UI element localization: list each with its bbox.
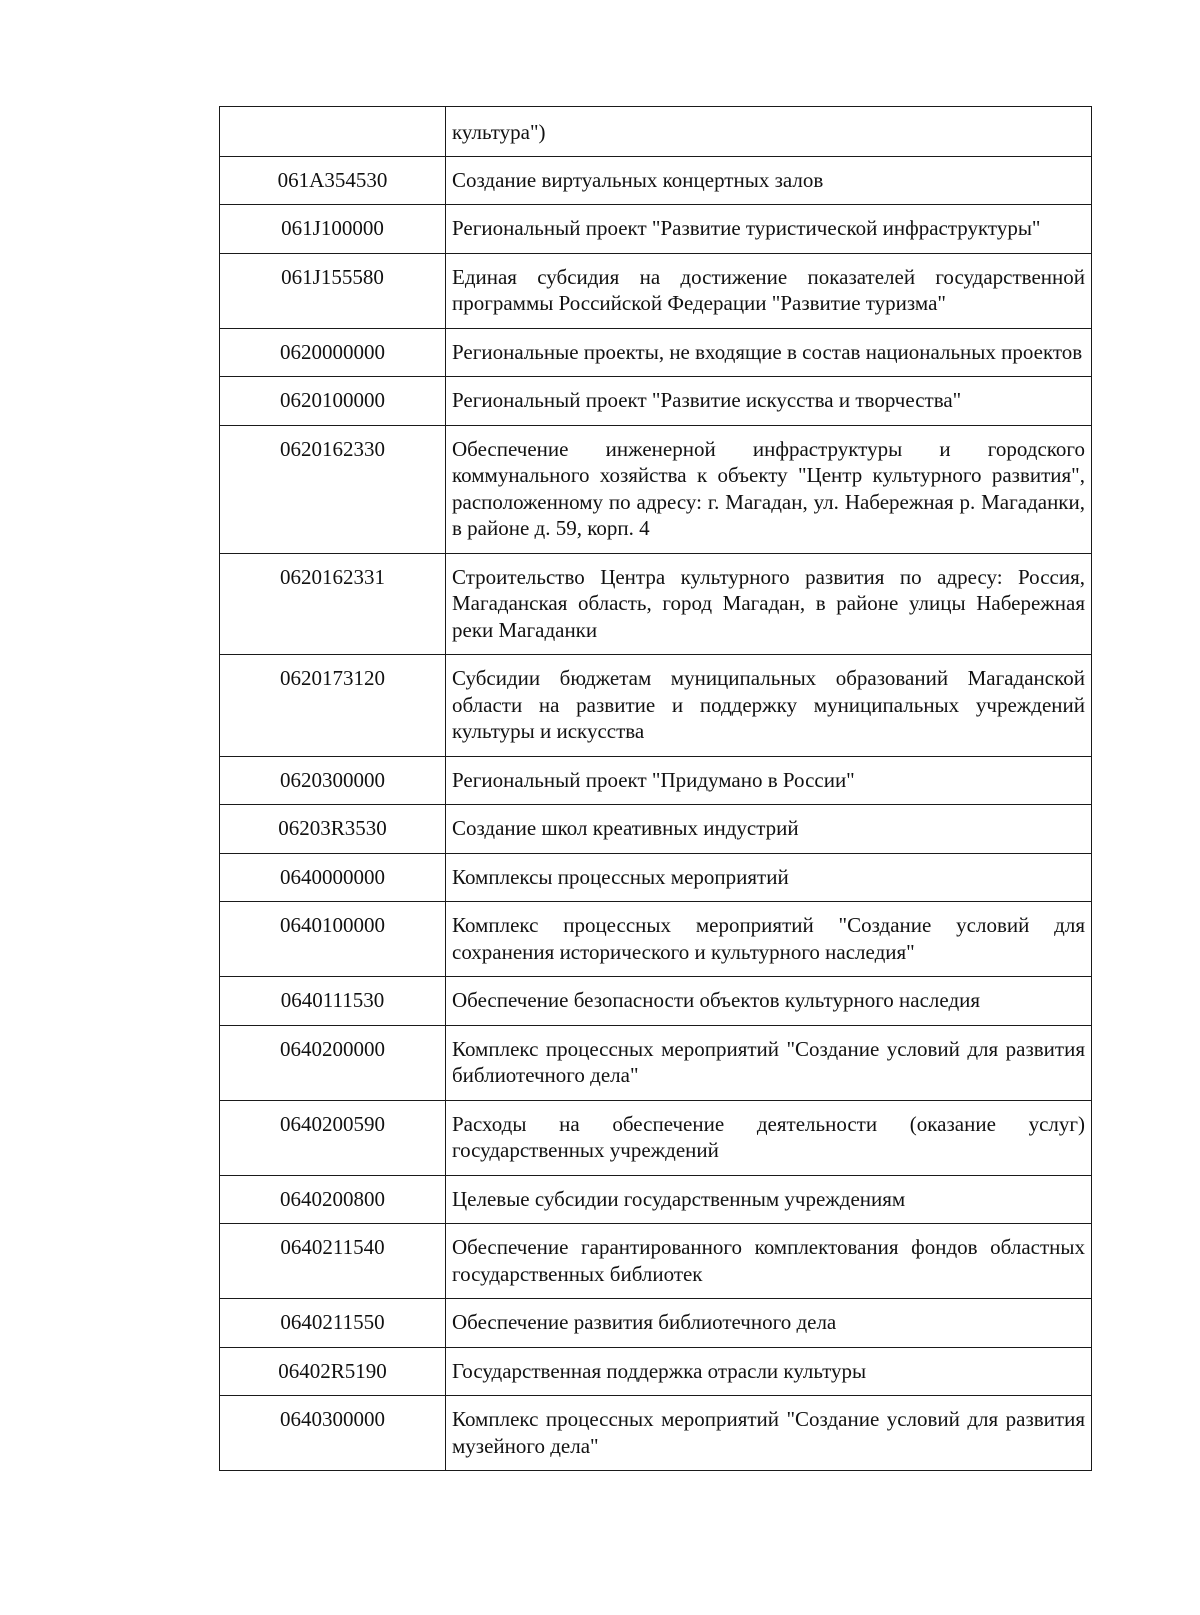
table-row (220, 1100, 1092, 1175)
code-cell: 0620100000 (220, 377, 446, 426)
code-cell: 0640211540 (220, 1224, 446, 1299)
table-row (220, 1347, 1092, 1396)
name-cell: Региональный проект "Придумано в России" (446, 756, 1092, 805)
code-cell: 0640211550 (220, 1299, 446, 1348)
code-cell: 0640200590 (220, 1100, 446, 1175)
name-cell: Государственная поддержка отрасли культуры (446, 1347, 1092, 1396)
table-row (220, 1175, 1092, 1224)
budget-code-table (219, 106, 1092, 1471)
table-row (220, 205, 1092, 254)
code-cell: 0640200800 (220, 1175, 446, 1224)
name-cell: Комплекс процессных мероприятий "Создание условий для развития библиотечного дела" (446, 1025, 1092, 1100)
name-cell: Субсидии бюджетам муниципальных образований Магаданской области на развитие и поддержку муниципальных учреждений культуры и искусства (446, 655, 1092, 757)
code-cell: 0640111530 (220, 977, 446, 1026)
name-cell: Региональный проект "Развитие искусства и творчества" (446, 377, 1092, 426)
code-cell: 0640200000 (220, 1025, 446, 1100)
code-cell: 0620173120 (220, 655, 446, 757)
table-row (220, 253, 1092, 328)
name-cell: Создание виртуальных концертных залов (446, 156, 1092, 205)
table-row (220, 107, 1092, 157)
name-cell: Региональные проекты, не входящие в состав национальных проектов (446, 328, 1092, 377)
code-cell: 061A354530 (220, 156, 446, 205)
table-row (220, 977, 1092, 1026)
table-row (220, 1299, 1092, 1348)
code-cell: 0620162331 (220, 553, 446, 655)
name-cell: Комплексы процессных мероприятий (446, 853, 1092, 902)
table-row (220, 756, 1092, 805)
name-cell: Комплекс процессных мероприятий "Создание условий для развития музейного дела" (446, 1396, 1092, 1471)
code-cell: 06203R3530 (220, 805, 446, 854)
table-row (220, 553, 1092, 655)
code-cell: 0620300000 (220, 756, 446, 805)
name-cell: Создание школ креативных индустрий (446, 805, 1092, 854)
code-cell: 06402R5190 (220, 1347, 446, 1396)
name-cell: Региональный проект "Развитие туристической инфраструктуры" (446, 205, 1092, 254)
code-cell: 061J155580 (220, 253, 446, 328)
code-cell: 061J100000 (220, 205, 446, 254)
table-row (220, 156, 1092, 205)
name-cell: Расходы на обеспечение деятельности (оказание услуг) государственных учреждений (446, 1100, 1092, 1175)
table-row (220, 1224, 1092, 1299)
name-cell: Единая субсидия на достижение показателей государственной программы Российской Федерации "Развитие туризма" (446, 253, 1092, 328)
table-row (220, 655, 1092, 757)
table-row (220, 1396, 1092, 1471)
name-cell: культура") (446, 107, 1092, 157)
table-row (220, 425, 1092, 553)
code-cell: 0620162330 (220, 425, 446, 553)
table-row (220, 853, 1092, 902)
code-cell: 0640300000 (220, 1396, 446, 1471)
name-cell: Обеспечение гарантированного комплектования фондов областных государственных библиотек (446, 1224, 1092, 1299)
code-cell: 0640000000 (220, 853, 446, 902)
table-row (220, 328, 1092, 377)
code-cell: 0620000000 (220, 328, 446, 377)
name-cell: Строительство Центра культурного развития по адресу: Россия, Магаданская область, город Магадан, в районе улицы Набережная реки Магаданки (446, 553, 1092, 655)
name-cell: Обеспечение безопасности объектов культурного наследия (446, 977, 1092, 1026)
code-cell: 0640100000 (220, 902, 446, 977)
name-cell: Целевые субсидии государственным учреждениям (446, 1175, 1092, 1224)
code-cell (220, 107, 446, 157)
table-row (220, 805, 1092, 854)
name-cell: Обеспечение инженерной инфраструктуры и городского коммунального хозяйства к объекту "Центр культурного развития", расположенному по адресу: г. Магадан, ул. Набережная р. Магаданки, в районе д. 59, корп. 4 (446, 425, 1092, 553)
name-cell: Комплекс процессных мероприятий "Создание условий для сохранения исторического и культурного наследия" (446, 902, 1092, 977)
name-cell: Обеспечение развития библиотечного дела (446, 1299, 1092, 1348)
table-row (220, 902, 1092, 977)
table-row (220, 1025, 1092, 1100)
table-row (220, 377, 1092, 426)
